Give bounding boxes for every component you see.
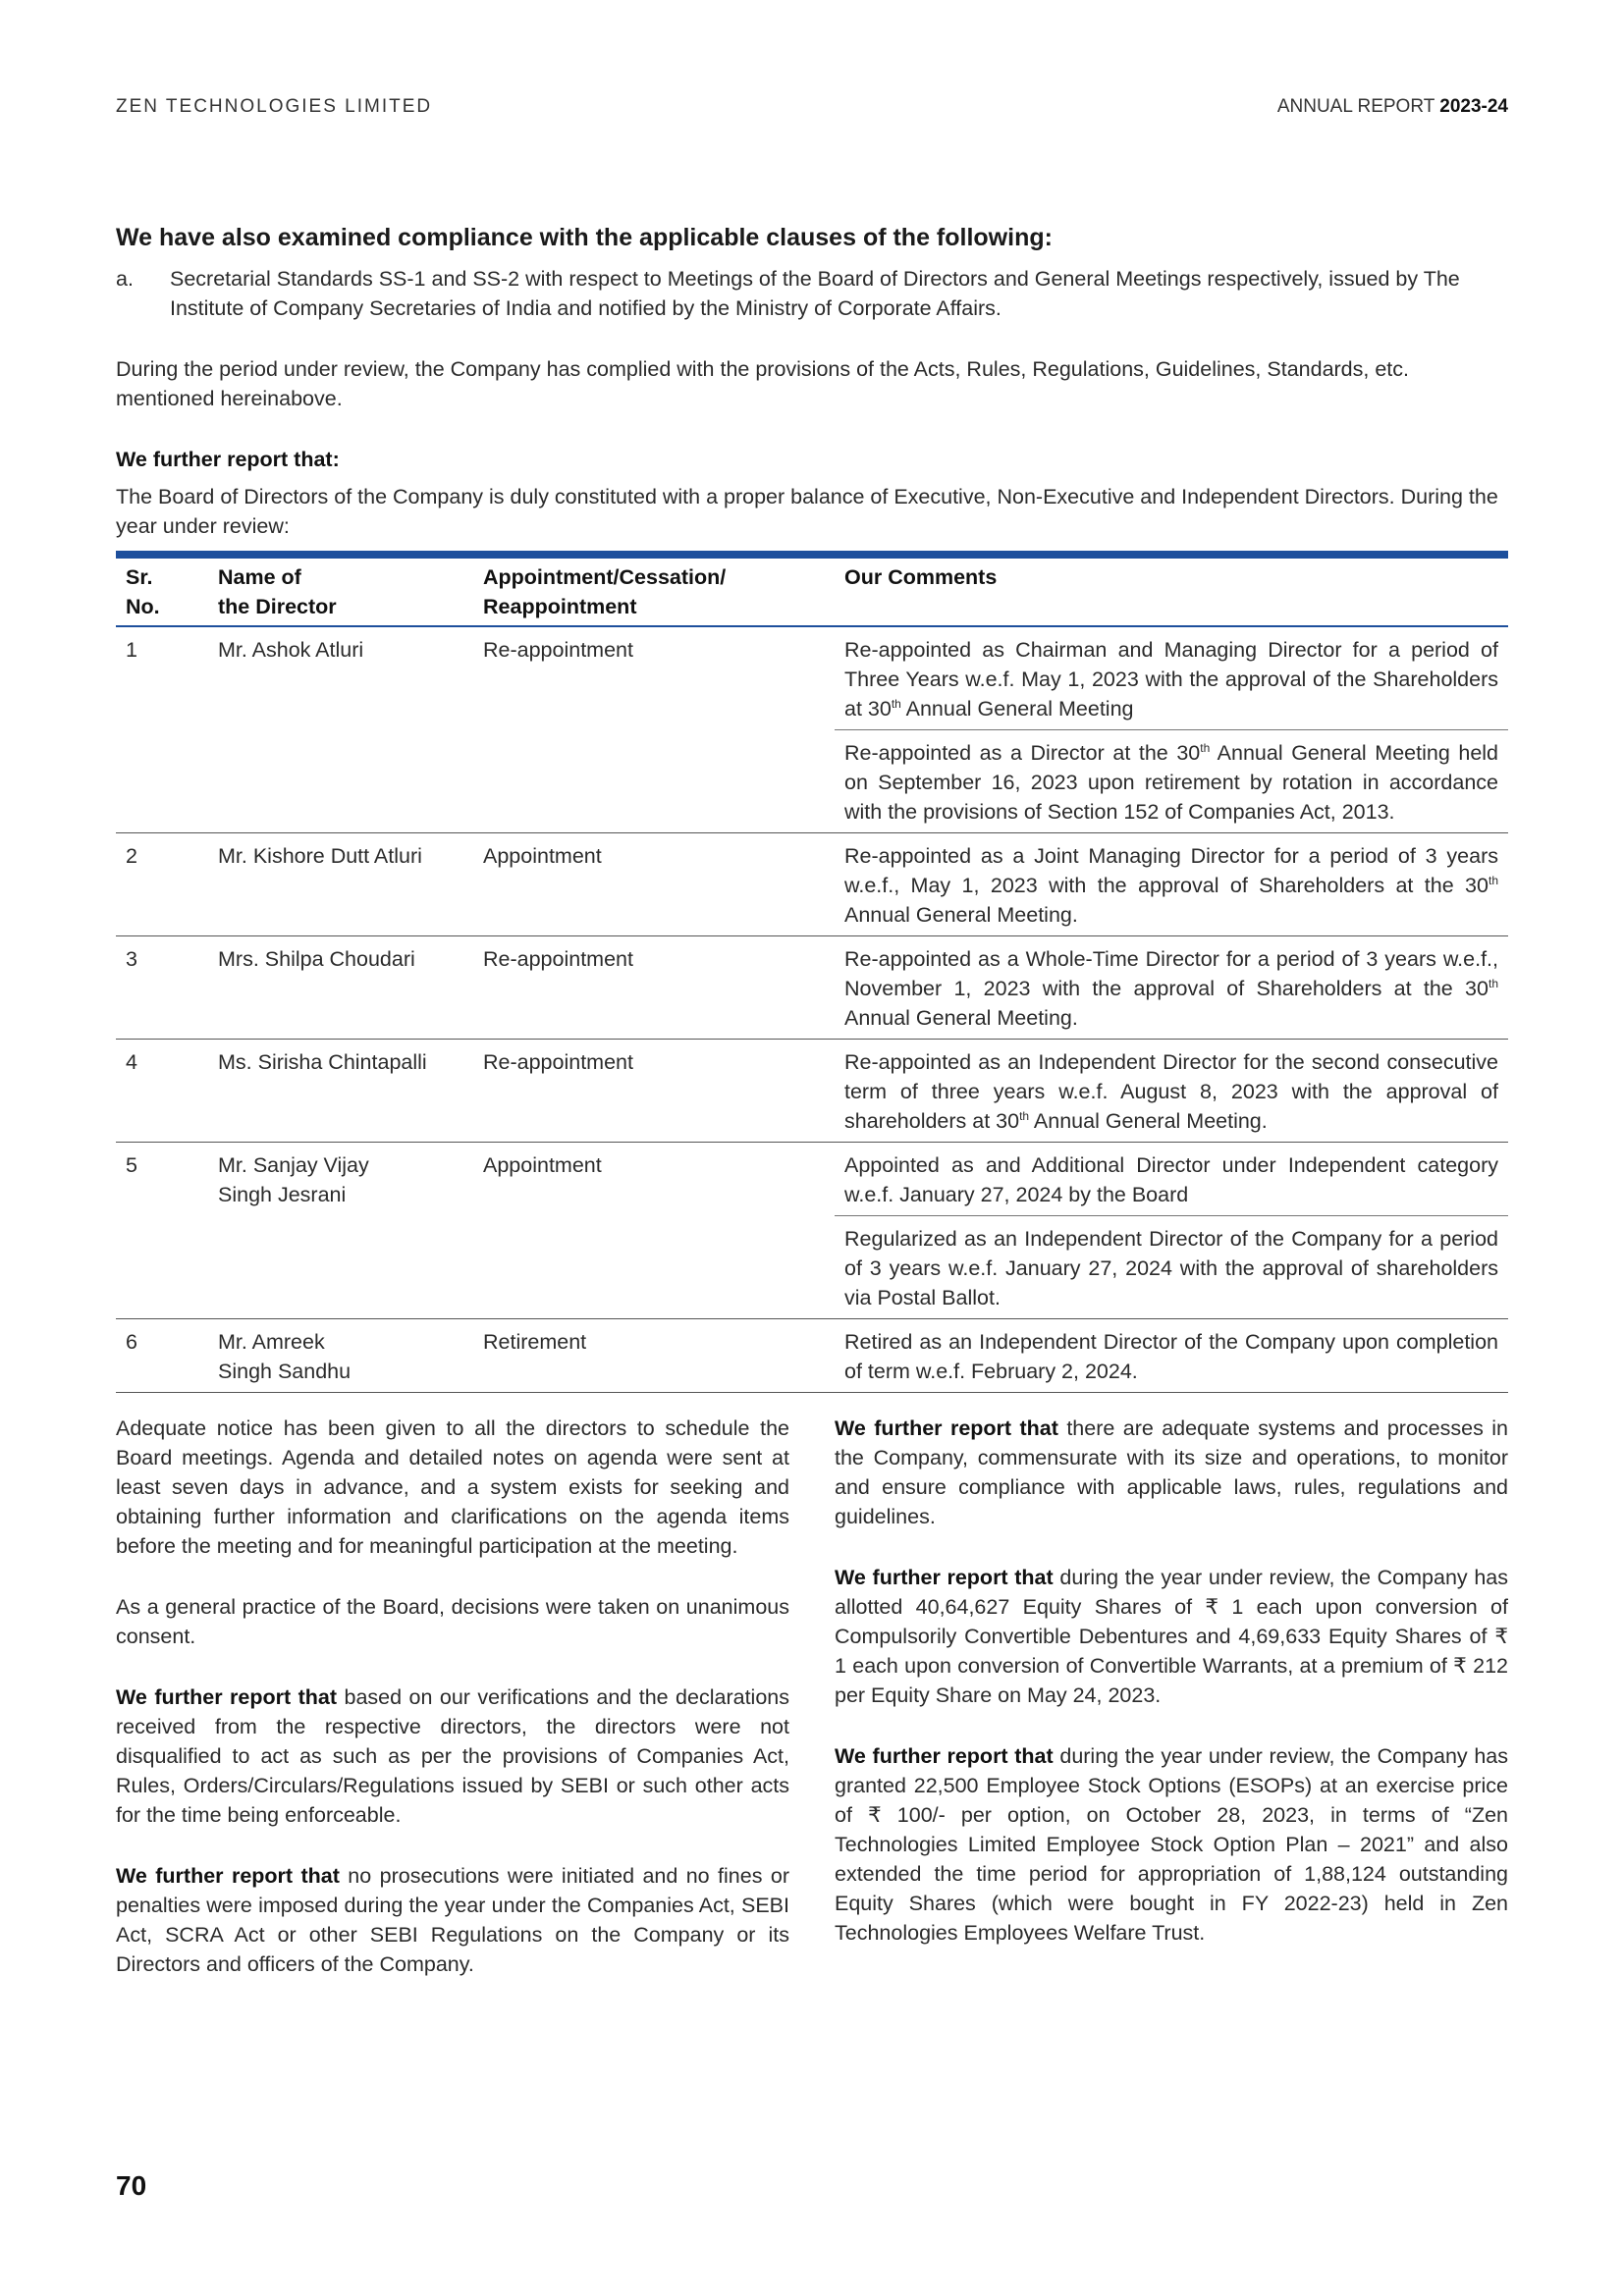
directors-table	[116, 551, 1508, 1393]
table-header-row	[116, 555, 1508, 626]
table-row	[116, 833, 1508, 936]
cell-name: Mr. Amreek Singh Sandhu	[218, 1330, 352, 1383]
cell-type: Re-appointment	[483, 947, 633, 971]
cell-type: Retirement	[483, 1330, 587, 1354]
cell-name: Mr. Kishore Dutt Atluri	[218, 844, 422, 868]
cell-comment: Re-appointed as a Whole-Time Director for a period of 3 years w.e.f., November 1, 2023 with the approval of Shareholders at the 30th Annual General Meeting.	[844, 947, 1498, 1030]
cell-comment: Re-appointed as a Joint Managing Director for a period of 3 years w.e.f., May 1, 2023 with the approval of Shareholders at the 30th Annual General Meeting.	[844, 844, 1498, 927]
header-sr: Sr. No.	[126, 565, 160, 618]
compliance-heading: We have also examined compliance with the applicable clauses of the following:	[116, 224, 1053, 251]
header-appointment: Appointment/Cessation/ Reappointment	[483, 565, 727, 618]
period-paragraph: During the period under review, the Company has complied with the provisions of the Acts, Rules, Regulations, Guidelines, Standards, etc. mentioned hereinabove.	[116, 357, 1409, 410]
report-label: ANNUAL REPORT	[1276, 96, 1435, 117]
allotment-paragraph: We further report that during the year under review, the Company has allotted 40,64,627 Equity Shares of ₹ 1 each upon conversion of Compulsorily Convertible Debentures and 4,69,633 Equity Shares of ₹ 1 each upon conversion of Convertible Warrants, at a premium of ₹ 212 per Equity Share on May 24, 2023.	[835, 1566, 1508, 1707]
table-row	[116, 1040, 1508, 1143]
systems-paragraph: We further report that there are adequate systems and processes in the Company, commensurate with its size and operations, to monitor and ensure compliance with applicable laws, rules, regulations and guidelines.	[835, 1416, 1508, 1528]
cell-comment: Re-appointed as a Director at the 30th Annual General Meeting held on September 16, 2023 upon retirement by rotation in accordance with the provisions of Section 152 of Companies Act, 2013.	[844, 740, 1499, 824]
cell-sr: 3	[126, 947, 137, 971]
compliance-item	[116, 264, 1508, 323]
board-intro: The Board of Directors of the Company is duly constituted with a proper balance of Executive, Non-Executive and Independent Directors. During the year under review:	[116, 485, 1498, 538]
cell-type: Re-appointment	[483, 1050, 633, 1074]
prosecution-paragraph: We further report that no prosecutions were initiated and no fines or penalties were imposed during the year under the Companies Act, SEBI Act, SCRA Act or other SEBI Regulations on the Company or its Directors and officers of the Company.	[116, 1864, 789, 1976]
list-marker: a.	[116, 267, 134, 291]
table-row	[116, 936, 1508, 1040]
consent-paragraph: As a general practice of the Board, decisions were taken on unanimous consent.	[116, 1595, 789, 1648]
header-name: Name of the Director	[218, 565, 337, 618]
page-number: 70	[116, 2170, 147, 2201]
cell-sr: 2	[126, 844, 137, 868]
disqualification-paragraph: We further report that based on our verifications and the declarations received from the respective directors, the directors were not disqualified to act as such as per the provisions of Companies Act, Rules, Orders/Circulars/Regulations issued by SEBI or such other acts for the time being enforceable.	[116, 1685, 789, 1827]
cell-comment: Retired as an Independent Director of the Company upon completion of term w.e.f. February 2, 2024.	[844, 1330, 1498, 1383]
cell-type: Re-appointment	[483, 638, 633, 662]
cell-name: Mrs. Shilpa Choudari	[218, 947, 415, 971]
cell-sr: 1	[126, 638, 137, 662]
cell-sr: 5	[126, 1153, 137, 1177]
cell-comment: Re-appointed as Chairman and Managing Director for a period of Three Years w.e.f. May 1, 2023 with the approval of the Shareholders at 30th Annual General Meeting	[835, 626, 1508, 730]
company-name: ZEN TECHNOLOGIES LIMITED	[116, 96, 433, 117]
cell-comment: Re-appointed as an Independent Director for the second consecutive term of three years w.e.f. August 8, 2023 with the approval of shareholders at 30th Annual General Meeting.	[844, 1050, 1498, 1133]
cell-comment: Appointed as and Additional Director under Independent category w.e.f. January 27, 2024 by the Board	[835, 1143, 1508, 1216]
cell-sr: 6	[126, 1330, 137, 1354]
page-header	[116, 96, 1508, 120]
report-title	[1277, 96, 1508, 118]
cell-name: Ms. Sirisha Chintapalli	[218, 1050, 427, 1074]
left-column	[116, 1414, 789, 2010]
esop-paragraph: We further report that during the year under review, the Company has granted 22,500 Employee Stock Options (ESOPs) at an exercise price of ₹ 100/- per option, on October 28, 2023, in terms of “Zen Technologies Limited Employee Stock Option Plan – 2021” and also extended the time period for appropriation of 1,88,124 outstanding Equity Shares (which were bought in FY 2022-23) held in Zen Technologies Employees Welfare Trust.	[835, 1744, 1508, 1945]
notice-paragraph: Adequate notice has been given to all the directors to schedule the Board meetings. Agenda and detailed notes on agenda were sent at least seven days in advance, and a system exists for seeking and obtaining further information and clarifications on the agenda items before the meeting and for meaningful participation at the meeting.	[116, 1416, 789, 1558]
main-content	[116, 224, 1508, 1393]
right-column	[835, 1414, 1508, 2010]
table-row	[116, 626, 1508, 730]
compliance-item-text: Secretarial Standards SS-1 and SS-2 with respect to Meetings of the Board of Directors and General Meetings respectively, issued by The Institute of Company Secretaries of India and notified by the Ministry of Corporate Affairs.	[170, 267, 1460, 320]
cell-type: Appointment	[483, 1153, 602, 1177]
cell-type: Appointment	[483, 844, 602, 868]
table-row	[116, 1319, 1508, 1393]
cell-sr: 4	[126, 1050, 137, 1074]
table-row	[116, 1143, 1508, 1216]
header-comments: Our Comments	[844, 565, 998, 589]
cell-comment: Regularized as an Independent Director of the Company for a period of 3 years w.e.f. January 27, 2024 with the approval of shareholders via Postal Ballot.	[844, 1227, 1498, 1309]
cell-name: Mr. Sanjay Vijay Singh Jesrani	[218, 1153, 369, 1206]
cell-name: Mr. Ashok Atluri	[218, 638, 364, 662]
further-report-heading: We further report that:	[116, 448, 340, 471]
two-column-section	[116, 1414, 1508, 2010]
report-year: 2023-24	[1439, 96, 1508, 117]
